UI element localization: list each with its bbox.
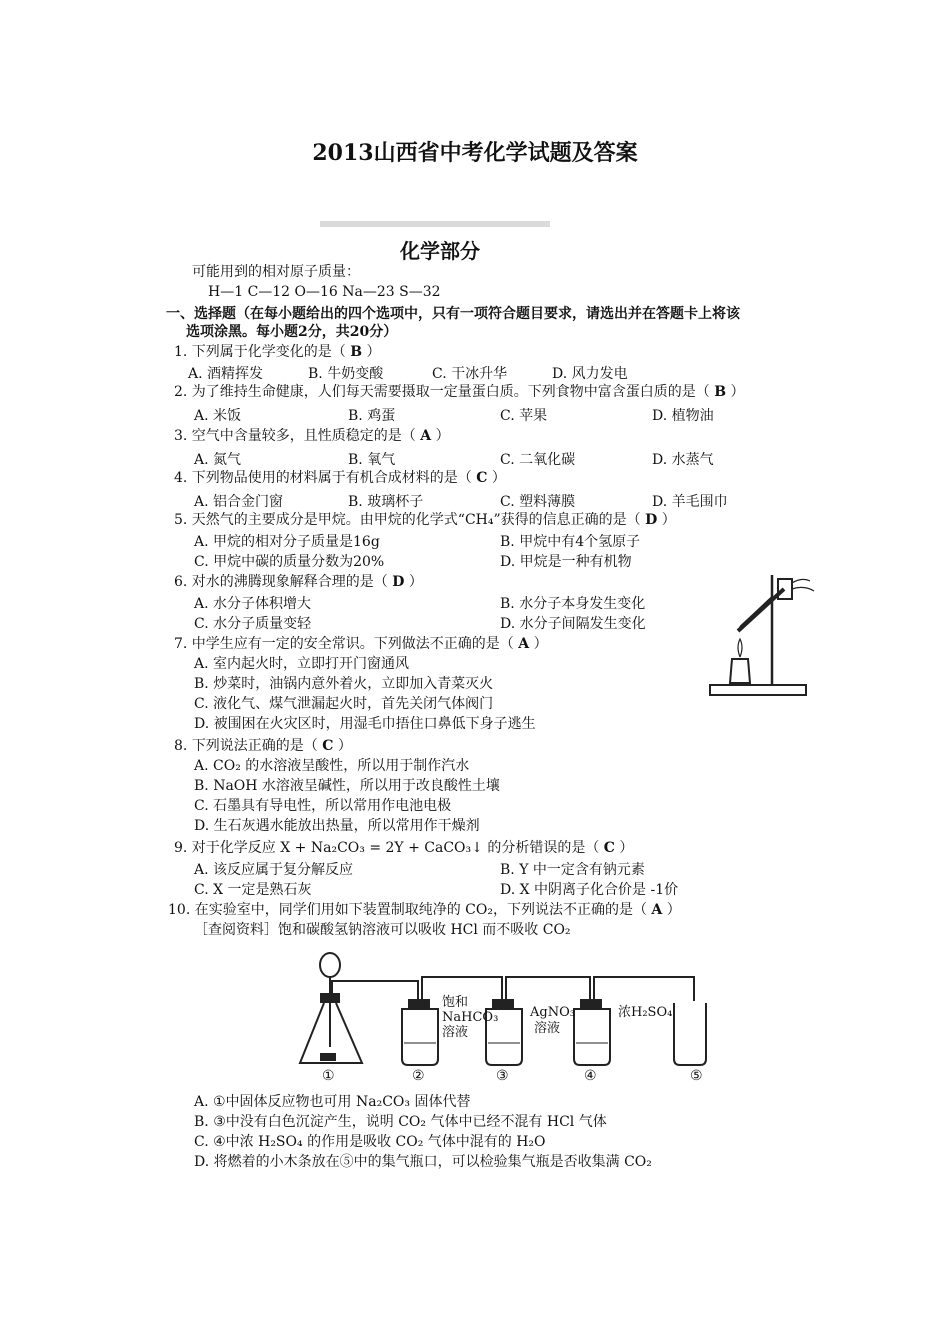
question-6-options-row2	[160, 613, 780, 631]
option-d: D. 风力发电	[552, 366, 628, 382]
option-a: A. 甲烷的相对分子质量是16g	[194, 534, 380, 550]
option-c: C. X 一定是熟石灰	[194, 882, 312, 898]
option-a: A. 氮气	[194, 452, 242, 468]
option-a: A. 室内起火时，立即打开门窗通风	[194, 656, 410, 672]
question-7-stem: 7. 中学生应有一定的安全常识。下列做法不正确的是（ A ）	[174, 636, 548, 652]
question-5-answer: D	[645, 512, 658, 528]
atomic-mass-label: 可能用到的相对原子质量：	[192, 264, 360, 280]
apparatus-number-4: ④	[584, 1068, 597, 1084]
section-intro-cont: 选项涂黑。每小题2分，共20分）	[186, 324, 398, 340]
question-6-options-row1	[160, 593, 780, 611]
apparatus-number-2: ②	[412, 1068, 425, 1084]
option-b: B. Y 中一定含有钠元素	[500, 862, 645, 878]
question-1-answer: B	[350, 344, 363, 360]
option-c: C. 苹果	[500, 408, 548, 424]
info-note: ［查阅资料］饱和碳酸氢钠溶液可以吸收 HCl 而不吸收 CO₂	[194, 922, 571, 938]
option-d: D. 将燃着的小木条放在⑤中的集气瓶口，可以检验集气瓶是否收集满 CO₂	[194, 1154, 652, 1170]
option-d: D. 生石灰遇水能放出热量，所以常用作干燥剂	[194, 818, 480, 834]
option-d: D. 水分子间隔发生变化	[500, 616, 646, 632]
bottle2-label-3: 溶液	[442, 1025, 469, 1040]
option-b: B. 炒菜时，油锅内意外着火，立即加入青菜灭火	[194, 676, 494, 692]
option-b: B. NaOH 水溶液呈碱性，所以用于改良酸性土壤	[194, 778, 500, 794]
option-a: A. 米饭	[194, 408, 242, 424]
question-6-answer: D	[392, 574, 405, 590]
option-b: B. 水分子本身发生变化	[500, 596, 646, 612]
document-title: 2013山西省中考化学试题及答案	[312, 140, 638, 166]
boiling-flask-apparatus-figure	[700, 567, 820, 699]
question-9-options-row1	[160, 859, 780, 877]
option-c: C. 甲烷中碳的质量分数为20%	[194, 554, 385, 570]
question-3-stem: 3. 空气中含量较多，且性质稳定的是（ A ）	[174, 428, 450, 444]
question-4-options	[160, 491, 780, 509]
question-6-stem: 6. 对水的沸腾现象解释合理的是（ D ）	[174, 574, 423, 590]
apparatus-number-1: ①	[322, 1068, 335, 1084]
atomic-masses: H—1 C—12 O—16 Na—23 S—32	[208, 284, 441, 300]
option-a: A. CO₂ 的水溶液呈酸性，所以用于制作汽水	[194, 758, 470, 774]
question-3-answer: A	[420, 428, 432, 444]
question-9-answer: C	[603, 840, 615, 856]
question-2-answer: B	[714, 384, 727, 400]
bottle3-label-2: 溶液	[534, 1021, 561, 1036]
bottle2-label-2: NaHCO₃	[442, 1010, 499, 1025]
option-b: B. 鸡蛋	[348, 408, 396, 424]
question-5-options-row2	[160, 551, 780, 569]
option-b: B. 甲烷中有4个氢原子	[500, 534, 641, 550]
option-b: B. ③中没有白色沉淀产生，说明 CO₂ 气体中已经不混有 HCl 气体	[194, 1114, 607, 1130]
option-d: D. 水蒸气	[652, 452, 714, 468]
option-d: D. 植物油	[652, 408, 714, 424]
question-5-stem: 5. 天然气的主要成分是甲烷。由甲烷的化学式“CH₄”获得的信息正确的是（ D ）	[174, 512, 676, 528]
apparatus-number-3: ③	[496, 1068, 509, 1084]
section-intro: 一、选择题（在每小题给出的四个选项中，只有一项符合题目要求，请选出并在答题卡上将该	[166, 306, 740, 322]
option-a: A. 铝合金门窗	[194, 494, 284, 510]
bottle4-label: 浓H₂SO₄	[618, 1005, 673, 1020]
question-2-options	[160, 405, 780, 423]
question-7-answer: A	[518, 636, 530, 652]
option-b: B. 牛奶变酸	[308, 366, 384, 382]
option-d: D. X 中阴离子化合价是 -1价	[500, 882, 679, 898]
part-title: 化学部分	[400, 239, 480, 263]
question-8-answer: C	[322, 738, 334, 754]
question-4-stem: 4. 下列物品使用的材料属于有机合成材料的是（ C ）	[174, 470, 506, 486]
apparatus-number-5: ⑤	[690, 1068, 703, 1084]
question-9-options-row2	[160, 879, 780, 897]
option-c: C. 水分子质量变轻	[194, 616, 312, 632]
scanned-exam-page	[160, 215, 780, 1175]
question-8-stem: 8. 下列说法正确的是（ C ）	[174, 738, 352, 754]
cropped-header-band	[320, 221, 550, 227]
option-b: B. 氧气	[348, 452, 396, 468]
question-2-stem: 2. 为了维持生命健康，人们每天需要摄取一定量蛋白质。下列食物中富含蛋白质的是（ B ）	[174, 384, 745, 400]
option-c: C. 二氧化碳	[500, 452, 576, 468]
option-c: C. ④中浓 H₂SO₄ 的作用是吸收 CO₂ 气体中混有的 H₂O	[194, 1134, 546, 1150]
option-a: A. 该反应属于复分解反应	[194, 862, 354, 878]
question-1-options	[160, 363, 780, 381]
bottle3-label-1: AgNO₃	[530, 1005, 575, 1020]
option-c: C. 塑料薄膜	[500, 494, 576, 510]
question-4-answer: C	[476, 470, 488, 486]
question-5-options-row1	[160, 531, 780, 549]
option-a: A. 酒精挥发	[188, 366, 264, 382]
option-b: B. 玻璃杯子	[348, 494, 424, 510]
option-d: D. 被围困在火灾区时，用湿毛巾捂住口鼻低下身子逃生	[194, 716, 536, 732]
option-d: D. 羊毛围巾	[652, 494, 728, 510]
option-c: C. 石墨具有导电性，所以常用作电池电极	[194, 798, 452, 814]
option-c: C. 液化气、煤气泄漏起火时，首先关闭气体阀门	[194, 696, 494, 712]
option-a: A. ①中固体反应物也可用 Na₂CO₃ 固体代替	[194, 1094, 471, 1110]
option-c: C. 干冰升华	[432, 366, 508, 382]
option-d: D. 甲烷是一种有机物	[500, 554, 632, 570]
bottle2-label-1: 饱和	[442, 995, 469, 1010]
question-9-stem: 9. 对于化学反应 X + Na₂CO₃ = 2Y + CaCO₃↓ 的分析错误的是（ C ）	[174, 840, 634, 856]
option-a: A. 水分子体积增大	[194, 596, 312, 612]
question-10-answer: A	[651, 902, 663, 918]
question-3-options	[160, 449, 780, 467]
question-10-stem: 10. 在实验室中，同学们用如下装置制取纯净的 CO₂，下列说法不正确的是（ A ）	[168, 902, 681, 918]
question-1-stem: 1. 下列属于化学变化的是（ B ）	[174, 344, 381, 360]
